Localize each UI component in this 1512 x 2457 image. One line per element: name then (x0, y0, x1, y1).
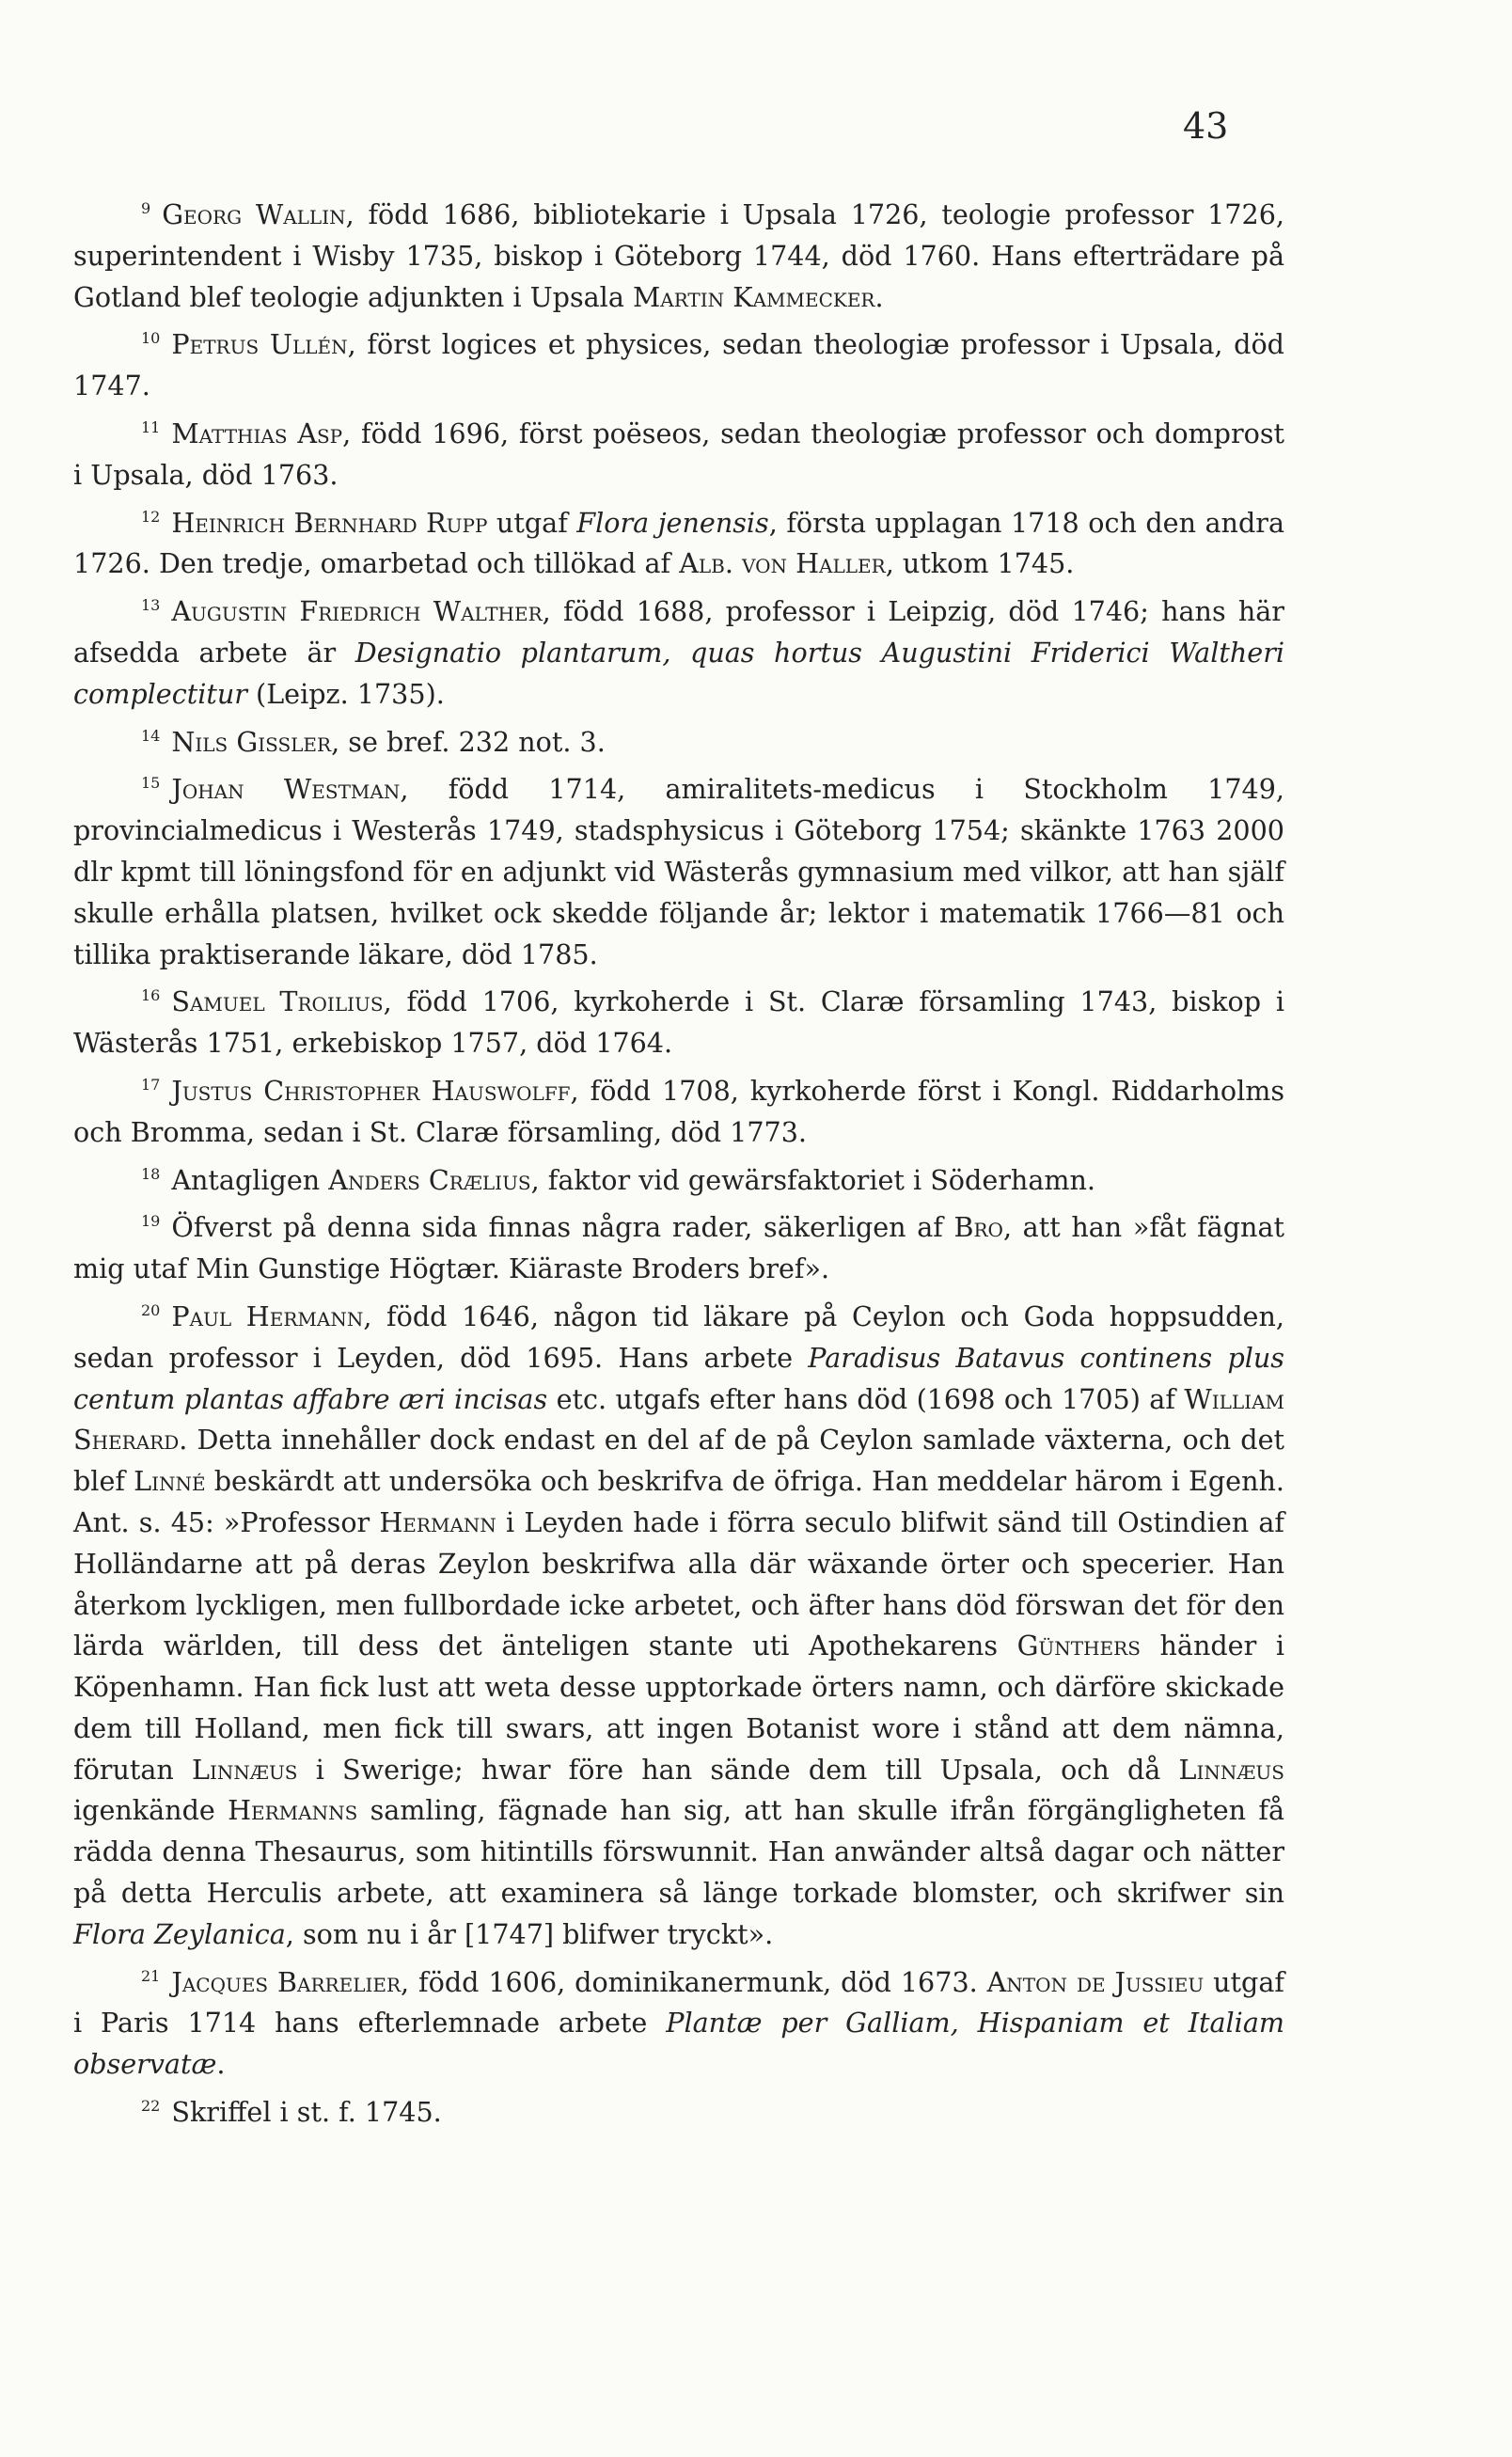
note-text: , född 1606, dominikanermunk, död 1673. (401, 1965, 987, 1998)
note-text: , född 1706, kyrkoherde i St. Claræ församling 1743, biskop i Wästerås 1751, erkebiskop 1757, död 1764. (73, 985, 1284, 1060)
note-text: , första upplagan 1718 och den andra 1726. Den tredje, omarbetad och tillökad af (73, 506, 1284, 580)
footnote-number: 18 (141, 1164, 161, 1183)
note-text: , född 1708, kyrkoherde först i Kongl. Riddarholms och Bromma, sedan i St. Claræ församling, död 1773. (73, 1074, 1285, 1148)
name-small-caps: Martin Kammecker (632, 280, 875, 313)
footnote-number: 10 (141, 329, 161, 348)
note-text: i Swerige; hwar före han sände dem till Upsala, och då (297, 1753, 1179, 1786)
footnote-number: 21 (141, 1966, 161, 1985)
note-text: , se bref. 232 not. 3. (331, 725, 606, 758)
footnote-10 (73, 318, 1284, 407)
name-small-caps: Heinrich Bernhard Rupp (171, 506, 488, 539)
name-small-caps: Johan Westman (171, 773, 401, 806)
note-text: beskärdt att undersöka och beskrifva de öfriga. Han meddelar härom i Egenh. Ant. s. 45: »Professor (73, 1465, 1284, 1538)
footnote-number: 14 (141, 726, 161, 745)
name-small-caps: Linné (134, 1465, 206, 1498)
note-text: Antagligen (171, 1163, 329, 1196)
footnote-number: 19 (141, 1212, 161, 1231)
name-small-caps: Linnæus (1178, 1753, 1284, 1786)
name-small-caps: Justus Christopher Hauswolff (171, 1074, 571, 1107)
note-text: , född 1646, någon tid läkare på Ceylon och Goda hoppsudden, sedan professor i Leyden, död 1695. Hans arbete (73, 1299, 1284, 1374)
page-number: 43 (1183, 105, 1229, 147)
note-text: samling, fägnade han sig, att han skulle ifrån förgängligheten få rädda denna Thesaurus, som hitintills förswunnit. Han anwänder altså dagar och nätter på detta Herculis arbete, att examinera så länge torkade blomster, och skrifwer sin (73, 1794, 1285, 1910)
note-text: , född 1688, professor i Leipzig, död 1746; hans här afsedda arbete är (73, 595, 1284, 669)
footnote-14 (73, 716, 1284, 764)
note-text: Öfverst på denna sida finnas några rader, säkerligen af (171, 1211, 954, 1244)
name-small-caps: Bro (953, 1211, 1003, 1244)
name-small-caps: Linnæus (192, 1753, 298, 1786)
footnote-9 (73, 188, 1284, 318)
name-small-caps: William Sherard (73, 1382, 1285, 1457)
title-italic: Designatio plantarum, quas hortus Augustini Friderici Waltheri complectitur (73, 636, 1285, 710)
footnotes (73, 188, 1284, 2134)
note-text: Skriffel i st. f. 1745. (171, 2096, 442, 2129)
name-small-caps: Günthers (1016, 1630, 1141, 1662)
title-italic: Flora jenensis (576, 506, 769, 539)
footnote-16 (73, 975, 1284, 1064)
footnote-18 (73, 1154, 1284, 1202)
note-text: händer i Köpenhamn. Han fick lust att weta desse upptorkade örters namn, och därföre skickade dem till Holland, men fick till swars, att ingen Botanist wore i stånd att dem nämna, förutan (73, 1630, 1284, 1786)
name-small-caps: Hermanns (228, 1794, 358, 1827)
note-text: , född 1696, först poëseos, sedan theologiæ professor och domprost i Upsala, död 1763. (73, 417, 1284, 491)
note-text: etc. utgafs efter hans död (1698 och 1705) af (547, 1382, 1185, 1415)
name-small-caps: Nils Gissler (171, 725, 332, 758)
name-small-caps: Petrus Ullén (171, 328, 348, 361)
footnote-number: 13 (141, 596, 161, 615)
footnote-17 (73, 1064, 1284, 1154)
note-text: . (216, 2048, 226, 2081)
footnote-22 (73, 2086, 1284, 2134)
footnote-19 (73, 1201, 1284, 1290)
note-text: . (874, 280, 884, 313)
footnote-number: 17 (141, 1075, 161, 1094)
note-text: , faktor vid gewärsfaktoriet i Söderhamn. (530, 1163, 1095, 1196)
footnote-number: 15 (141, 774, 161, 793)
name-small-caps: Samuel Troilius (171, 985, 384, 1018)
name-small-caps: Alb. von Haller (679, 547, 886, 580)
note-text: , först logices et physices, sedan theologiæ professor i Upsala, död 1747. (73, 328, 1284, 402)
note-text: i Leyden hade i förra seculo blifwit sänd till Ostindien af Holländarne att på deras Zeylon beskrifwa alla där wäxande örter och specerier. Han återkom lyckligen, men fullbordade icke arbetet, och äfter hans död förswan det för den lärda wärlden, till dess det änteligen stante uti Apothekarens (73, 1505, 1285, 1662)
name-small-caps: Jacques Barrelier (171, 1965, 402, 1998)
note-text: utgaf (487, 506, 577, 539)
footnote-15 (73, 763, 1284, 975)
note-text: , född 1714, amiralitets-medicus i Stockholm 1749, provincialmedicus i Westerås 1749, stadsphysicus i Göteborg 1754; skänkte 1763 2000 dlr kpmt till löningsfond för en adjunkt vid Wästerås gymnasium med vilkor, att han själf skulle erhålla platsen, hvilket ock skedde följande år; lektor i matematik 1766—81 och tillika praktiserande läkare, död 1785. (73, 773, 1284, 970)
title-italic: Plantæ per Galliam, Hispaniam et Italiam observatæ (73, 2007, 1284, 2081)
footnote-number: 11 (141, 417, 161, 436)
footnote-number: 22 (141, 2097, 161, 2116)
name-small-caps: Anton de Jussieu (986, 1965, 1205, 1998)
footnote-11 (73, 407, 1284, 496)
title-italic: Paradisus Batavus continens plus centum plantas affabre æri incisas (73, 1341, 1284, 1415)
name-small-caps: Paul Hermann (171, 1299, 364, 1332)
footnote-12 (73, 496, 1284, 586)
footnote-20 (73, 1290, 1284, 1956)
note-text: . Detta innehåller dock endast en del af de på Ceylon samlade växterna, och det blef (73, 1424, 1284, 1498)
note-text: igenkände (73, 1794, 228, 1827)
footnote-number: 12 (141, 507, 161, 526)
footnote-13 (73, 585, 1284, 715)
note-text: utgaf i Paris 1714 hans efterlemnade arbete (73, 1965, 1284, 2040)
footnote-21 (73, 1956, 1284, 2086)
name-small-caps: Anders Crælius (328, 1163, 531, 1196)
footnote-number: 16 (141, 986, 161, 1005)
footnote-number: 9 (141, 199, 151, 217)
name-small-caps: Hermann (379, 1505, 496, 1538)
note-text: , född 1686, bibliotekarie i Upsala 1726, teologie professor 1726, superintendent i Wisby 1735, biskop i Göteborg 1744, död 1760. Hans efterträdare på Gotland blef teologie adjunkten i Upsala (73, 198, 1284, 313)
footnote-number: 20 (141, 1300, 161, 1319)
title-italic: Flora Zeylanica (73, 1917, 286, 1950)
note-text: , att han »fåt fägnat mig utaf Min Gunstige Högtær. Kiäraste Broders bref». (73, 1211, 1284, 1285)
note-text: , utkom 1745. (885, 547, 1075, 580)
name-small-caps: Matthias Asp (171, 417, 343, 449)
name-small-caps: Augustin Friedrich Walther (171, 595, 543, 628)
note-text: , som nu i år [1747] blifwer tryckt». (285, 1917, 774, 1950)
note-text: (Leipz. 1735). (246, 677, 445, 710)
name-small-caps: Georg Wallin (162, 198, 346, 230)
